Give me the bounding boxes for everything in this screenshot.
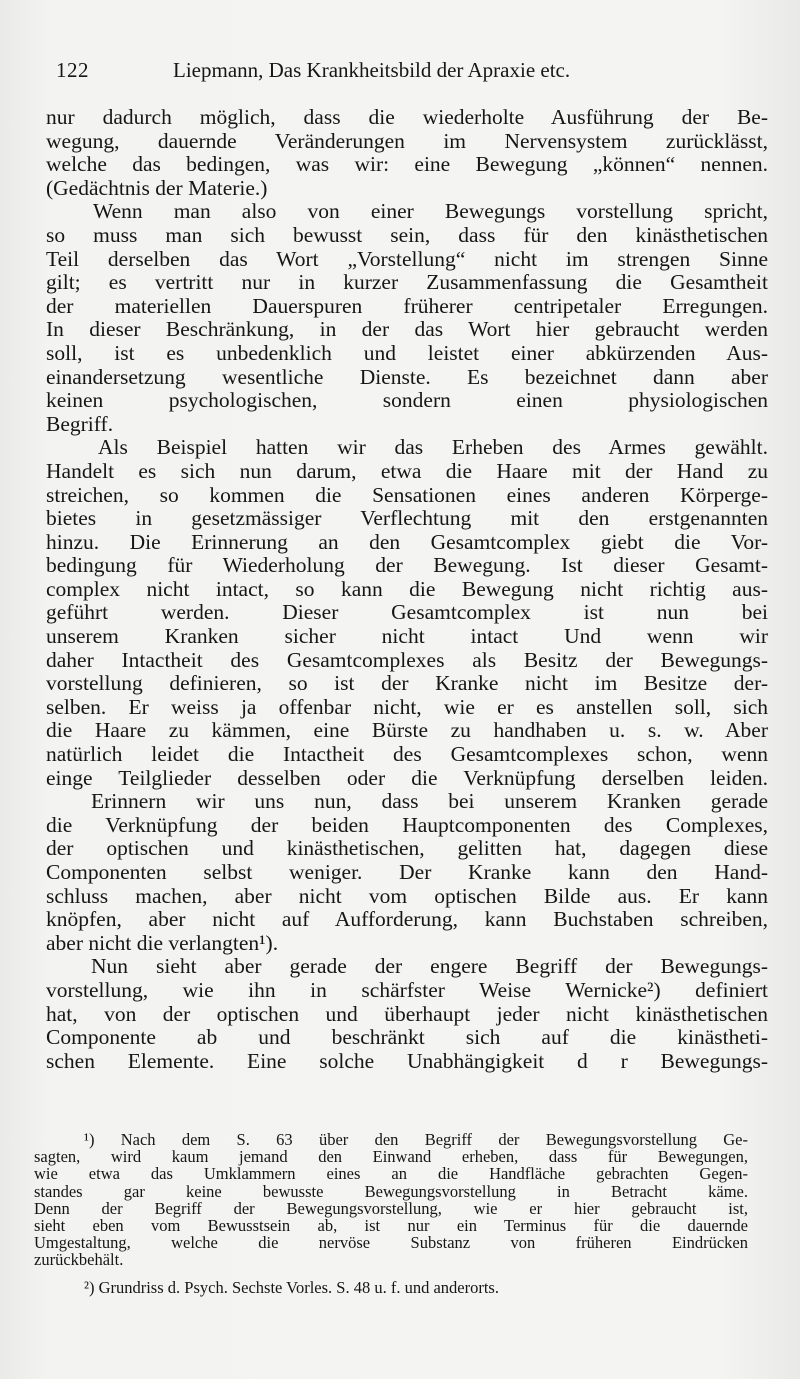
text-line: bietes in gesetzmässiger Verflechtung mit den erstgenannten <box>46 506 768 531</box>
text-line: bedingung für Wiederholung der Bewegung. Ist dieser Gesamt- <box>46 553 768 578</box>
text-line: gilt; es vertritt nur in kurzer Zusammenfassung die Gesamtheit <box>46 270 768 295</box>
text-line: unserem Kranken sicher nicht intact Und wenn wir <box>46 624 768 649</box>
footnote-line: Denn der Begriff der Bewegungsvorstellung, wie er hier gebraucht ist, <box>34 1198 748 1218</box>
page-number: 122 <box>56 58 89 82</box>
footnote-line: sagten, wird kaum jemand den Einwand erheben, dass für Bewegungen, <box>34 1147 748 1167</box>
footnote-line: ²) Grundriss d. Psych. Sechste Vorles. S. 48 u. f. und anderorts. <box>84 1277 499 1297</box>
text-line: knöpfen, aber nicht auf Aufforderung, kann Buchstaben schreiben, <box>46 907 768 932</box>
footnote-line: zurückbehält. <box>34 1250 124 1270</box>
footnotes <box>34 1131 748 1296</box>
text-line: aber nicht die verlangten¹). <box>46 930 279 955</box>
text-line: daher Intactheit des Gesamtcomplexes als Besitz der Bewegungs- <box>46 647 768 672</box>
footnote-line: Umgestaltung, welche die nervöse Substanz von früheren Eindrücken <box>34 1233 748 1253</box>
text-line: einandersetzung wesentliche Dienste. Es bezeichnet dann aber <box>46 364 768 389</box>
footnote-gap <box>34 1269 748 1279</box>
text-line: schen Elemente. Eine solche Unabhängigkeit d r Bewegungs- <box>46 1048 768 1073</box>
body-text <box>46 106 768 1073</box>
text-line: Teil derselben das Wort „Vorstellung“ nicht im strengen Sinne <box>46 246 768 271</box>
footnote-line: sieht eben vom Bewusstsein ab, ist nur ein Terminus für die dauernde <box>34 1215 748 1235</box>
text-line: Nun sieht aber gerade der engere Begriff der Bewegungs- <box>91 954 768 979</box>
text-line: der optischen und kinästhetischen, gelitten hat, dagegen diese <box>46 836 768 861</box>
text-line: (Gedächtnis der Materie.) <box>46 175 268 200</box>
footnote-line: standes gar keine bewusste Bewegungsvorstellung in Betracht käme. <box>34 1181 748 1201</box>
text-line: In dieser Beschränkung, in der das Wort hier gebraucht werden <box>46 317 768 342</box>
text-line: Als Beispiel hatten wir das Erheben des Armes gewählt. <box>98 435 768 460</box>
text-line: Componenten selbst weniger. Der Kranke kann den Hand- <box>46 860 768 884</box>
footnote-line: wie etwa das Umklammern eines an die Handfläche gebrachten Gegen- <box>34 1164 748 1184</box>
text-line: wegung, dauernde Veränderungen im Nervensystem zurücklässt, <box>46 128 768 153</box>
text-line: die Verknüpfung der beiden Hauptcomponenten des Complexes, <box>46 812 768 837</box>
text-line: soll, ist es unbedenklich und leistet einer abkürzenden Aus- <box>46 340 768 365</box>
text-line: welche das bedingen, was wir: eine Bewegung „können“ nennen. <box>46 152 768 177</box>
text-line: Begriff. <box>46 411 114 436</box>
text-line: selben. Er weiss ja offenbar nicht, wie er es anstellen soll, sich <box>46 694 768 719</box>
running-head: Liepmann, Das Krankheitsbild der Apraxie etc. <box>173 58 571 82</box>
page-header <box>56 58 756 88</box>
footnote-line: ¹) Nach dem S. 63 über den Begriff der Bewegungsvorstellung Ge- <box>84 1130 748 1149</box>
text-line: hinzu. Die Erinnerung an den Gesamtcomplex giebt die Vor- <box>46 529 768 554</box>
text-line: einge Teilglieder desselben oder die Verknüpfung derselben leiden. <box>46 765 768 790</box>
text-line: complex nicht intact, so kann die Bewegung nicht richtig aus- <box>46 576 768 601</box>
text-line: hat, von der optischen und überhaupt jeder nicht kinästhetischen <box>46 1001 768 1026</box>
text-line: natürlich leidet die Intactheit des Gesamtcomplexes schon, wenn <box>46 742 768 767</box>
text-line: der materiellen Dauerspuren früherer centripetaler Erregungen. <box>46 293 768 318</box>
text-line: schluss machen, aber nicht vom optischen Bilde aus. Er kann <box>46 883 768 908</box>
text-line: streichen, so kommen die Sensationen eines anderen Körperge- <box>46 482 768 507</box>
text-line: nur dadurch möglich, dass die wiederholte Ausführung der Be- <box>46 105 768 129</box>
text-line: die Haare zu kämmen, eine Bürste zu handhaben u. s. w. Aber <box>46 718 768 743</box>
text-line: keinen psychologischen, sondern einen physiologischen <box>46 388 768 413</box>
text-line: Handelt es sich nun darum, etwa die Haare mit der Hand zu <box>46 458 768 483</box>
text-line: vorstellung definieren, so ist der Kranke nicht im Besitze der- <box>46 671 768 696</box>
text-line: Wenn man also von einer Bewegungs vorstellung spricht, <box>93 199 768 224</box>
text-line: geführt werden. Dieser Gesamtcomplex ist nun bei <box>46 600 768 625</box>
text-line: so muss man sich bewusst sein, dass für den kinästhetischen <box>46 222 768 247</box>
text-line: Erinnern wir uns nun, dass bei unserem Kranken gerade <box>91 789 768 814</box>
text-line: Componente ab und beschränkt sich auf die kinästheti- <box>46 1025 768 1050</box>
text-line: vorstellung, wie ihn in schärfster Weise Wernicke²) definiert <box>46 977 768 1002</box>
